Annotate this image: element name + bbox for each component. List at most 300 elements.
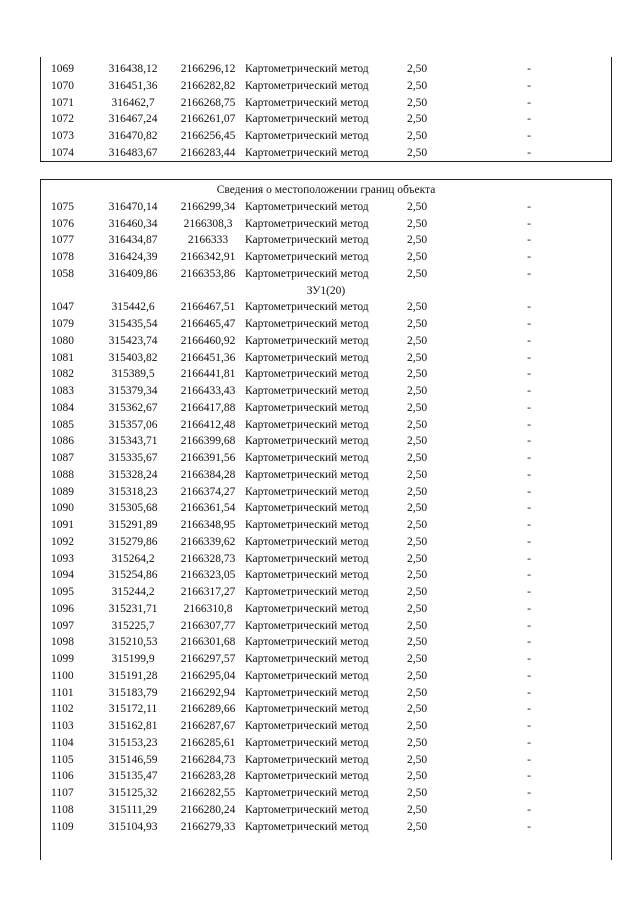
point-number: 1085 [51, 418, 74, 431]
precision-value: 2,50 [407, 586, 428, 598]
note-dash: - [527, 519, 531, 531]
precision-value: 2,50 [407, 351, 428, 364]
determination-method: Картометрический метод [245, 820, 369, 833]
precision-value: 2,50 [407, 619, 428, 632]
precision-value: 2,50 [407, 636, 428, 649]
coordinate-y: 2166256,45 [180, 130, 236, 142]
coordinate-x: 315244,2 [111, 586, 155, 598]
point-number: 1103 [51, 720, 74, 732]
table-row [41, 383, 611, 400]
point-number: 1096 [51, 602, 74, 615]
determination-method: Картометрический метод [245, 653, 369, 665]
determination-method: Картометрический метод [245, 736, 369, 749]
table-row [41, 145, 611, 162]
precision-value: 2,50 [407, 720, 428, 732]
coordinate-x: 316470,82 [108, 130, 158, 142]
note-dash: - [527, 351, 531, 364]
coordinate-y: 2166299,34 [180, 200, 236, 213]
point-number: 1102 [51, 703, 74, 716]
coordinate-y: 2166307,77 [180, 619, 236, 632]
precision-value: 2,50 [407, 653, 428, 665]
note-dash: - [527, 435, 531, 448]
note-dash: - [527, 318, 531, 330]
coordinate-x: 315231,71 [108, 602, 158, 615]
point-number: 1073 [51, 130, 74, 142]
table-row [41, 316, 611, 333]
table-row [41, 266, 611, 283]
note-dash: - [527, 602, 531, 615]
note-dash: - [527, 301, 531, 314]
note-dash: - [527, 770, 531, 783]
table-row [41, 199, 611, 216]
point-number: 1095 [51, 586, 74, 598]
point-number: 1100 [51, 669, 74, 682]
coordinate-y: 2166297,57 [180, 653, 236, 665]
coordinate-x: 315435,54 [108, 318, 158, 330]
coordinate-x: 315191,28 [108, 669, 158, 682]
determination-method: Картометрический метод [245, 686, 369, 699]
coordinate-y: 2166374,27 [180, 485, 236, 498]
determination-method: Картометрический метод [245, 334, 369, 347]
determination-method: Картометрический метод [245, 770, 369, 783]
coordinate-x: 315135,47 [108, 770, 158, 783]
table-row [41, 400, 611, 417]
table-row [41, 701, 611, 718]
coordinate-x: 315264,2 [111, 552, 155, 565]
coordinate-x: 315423,74 [108, 334, 158, 347]
determination-method: Картометрический метод [245, 146, 369, 159]
coordinate-y: 2166348,95 [180, 519, 236, 531]
coordinate-y: 2166284,73 [180, 753, 236, 766]
table-row [41, 618, 611, 635]
point-number: 1072 [51, 113, 74, 126]
precision-value: 2,50 [407, 401, 428, 414]
precision-value: 2,50 [407, 502, 428, 515]
table-row [41, 785, 611, 802]
coordinate-x: 315335,67 [108, 452, 158, 464]
table-row [41, 601, 611, 618]
determination-method: Картометрический метод [245, 569, 369, 582]
point-number: 1087 [51, 452, 74, 464]
coordinate-y: 2166441,81 [180, 368, 236, 381]
coordinate-x: 316424,39 [108, 251, 158, 263]
coordinate-x: 315279,86 [108, 535, 158, 548]
coordinate-y: 2166451,36 [180, 351, 236, 364]
coordinate-x: 315210,53 [108, 636, 158, 649]
coordinate-x: 316460,34 [108, 217, 158, 230]
precision-value: 2,50 [407, 753, 428, 766]
point-number: 1104 [51, 736, 74, 749]
coordinate-x: 315225,7 [111, 619, 155, 632]
point-number: 1093 [51, 552, 74, 565]
point-number: 1091 [51, 519, 74, 531]
table-row [41, 567, 611, 584]
precision-value: 2,50 [407, 703, 428, 716]
determination-method: Картометрический метод [245, 636, 369, 649]
determination-method: Картометрический метод [245, 720, 369, 732]
table-row [41, 232, 611, 249]
coordinate-x: 315305,68 [108, 502, 158, 515]
section-heading: Сведения о местоположении границ объекта [216, 184, 436, 196]
determination-method: Картометрический метод [245, 401, 369, 414]
note-dash: - [527, 130, 531, 142]
note-dash: - [527, 703, 531, 716]
coordinate-x: 315104,93 [108, 820, 158, 833]
note-dash: - [527, 267, 531, 280]
note-dash: - [527, 552, 531, 565]
note-dash: - [527, 146, 531, 159]
point-number: 1084 [51, 401, 74, 414]
table-row [41, 417, 611, 434]
determination-method: Картометрический метод [245, 79, 369, 92]
coordinate-x: 315153,23 [108, 736, 158, 749]
table-row [41, 433, 611, 450]
coordinate-y: 2166282,55 [180, 787, 236, 799]
point-number: 1092 [51, 535, 74, 548]
precision-value: 2,50 [407, 146, 428, 159]
coordinate-x: 315199,9 [111, 653, 155, 665]
table-row [41, 78, 611, 95]
table-body-bottom [41, 182, 611, 835]
precision-value: 2,50 [407, 301, 428, 314]
coordinate-y: 2166280,24 [180, 803, 236, 816]
note-dash: - [527, 535, 531, 548]
point-number: 1105 [51, 753, 74, 766]
determination-method: Картометрический метод [245, 753, 369, 766]
coordinate-x: 315403,82 [108, 351, 158, 364]
coordinate-x: 315291,89 [108, 519, 158, 531]
determination-method: Картометрический метод [245, 351, 369, 364]
coordinate-x: 316467,24 [108, 113, 158, 126]
note-dash: - [527, 452, 531, 464]
coordinate-x: 315362,67 [108, 401, 158, 414]
coordinate-y: 2166328,73 [180, 552, 236, 565]
precision-value: 2,50 [407, 385, 428, 397]
point-number: 1094 [51, 569, 74, 582]
precision-value: 2,50 [407, 130, 428, 142]
coordinate-y: 2166399,68 [180, 435, 236, 448]
point-number: 1047 [51, 301, 74, 314]
table-row [41, 517, 611, 534]
precision-value: 2,50 [407, 736, 428, 749]
precision-value: 2,50 [407, 234, 428, 247]
point-number: 1086 [51, 435, 74, 448]
precision-value: 2,50 [407, 552, 428, 565]
note-dash: - [527, 803, 531, 816]
coordinate-x: 316462,7 [111, 96, 155, 109]
coordinate-y: 2166308,3 [183, 217, 233, 230]
point-number: 1099 [51, 653, 74, 665]
precision-value: 2,50 [407, 770, 428, 783]
coordinate-y: 2166295,04 [180, 669, 236, 682]
note-dash: - [527, 217, 531, 230]
table-row [41, 768, 611, 785]
determination-method: Картометрический метод [245, 301, 369, 314]
coordinate-y: 2166465,47 [180, 318, 236, 330]
precision-value: 2,50 [407, 519, 428, 531]
coordinate-x: 315162,81 [108, 720, 158, 732]
precision-value: 2,50 [407, 569, 428, 582]
coordinate-x: 315318,23 [108, 485, 158, 498]
coordinate-x: 315183,79 [108, 686, 158, 699]
determination-method: Картометрический метод [245, 552, 369, 565]
coordinate-x: 315254,86 [108, 569, 158, 582]
determination-method: Картометрический метод [245, 669, 369, 682]
precision-value: 2,50 [407, 669, 428, 682]
table-body-top [41, 61, 611, 162]
point-number: 1070 [51, 79, 74, 92]
note-dash: - [527, 787, 531, 799]
note-dash: - [527, 468, 531, 481]
section-heading: ЗУ1(20) [306, 284, 346, 297]
determination-method: Картометрический метод [245, 586, 369, 598]
determination-method: Картометрический метод [245, 787, 369, 799]
table-row [41, 299, 611, 316]
table-row [41, 484, 611, 501]
determination-method: Картометрический метод [245, 267, 369, 280]
point-number: 1108 [51, 803, 74, 816]
table-row [41, 128, 611, 145]
table-row [41, 735, 611, 752]
coordinate-y: 2166287,67 [180, 720, 236, 732]
precision-value: 2,50 [407, 113, 428, 126]
determination-method: Картометрический метод [245, 217, 369, 230]
coordinate-y: 2166361,54 [180, 502, 236, 515]
table-row [41, 366, 611, 383]
point-number: 1079 [51, 318, 74, 330]
point-number: 1090 [51, 502, 74, 515]
point-number: 1081 [51, 351, 74, 364]
point-number: 1089 [51, 485, 74, 498]
coordinate-x: 315442,6 [111, 301, 155, 314]
coordinate-y: 2166323,05 [180, 569, 236, 582]
coordinate-y: 2166292,94 [180, 686, 236, 699]
table-row [41, 467, 611, 484]
coordinate-y: 2166285,61 [180, 736, 236, 749]
note-dash: - [527, 251, 531, 263]
determination-method: Картометрический метод [245, 703, 369, 716]
precision-value: 2,50 [407, 485, 428, 498]
coordinate-x: 315125,32 [108, 787, 158, 799]
coordinate-x: 315343,71 [108, 435, 158, 448]
precision-value: 2,50 [407, 452, 428, 464]
point-number: 1082 [51, 368, 74, 381]
note-dash: - [527, 569, 531, 582]
determination-method: Картометрический метод [245, 200, 369, 213]
coordinate-y: 2166353,86 [180, 267, 236, 280]
table-row [41, 634, 611, 651]
note-dash: - [527, 820, 531, 833]
determination-method: Картометрический метод [245, 452, 369, 464]
coordinate-y: 2166467,51 [180, 301, 236, 314]
note-dash: - [527, 79, 531, 92]
table-row [41, 668, 611, 685]
note-dash: - [527, 502, 531, 515]
table-row [41, 718, 611, 735]
note-dash: - [527, 113, 531, 126]
coordinate-y: 2166317,27 [180, 586, 236, 598]
precision-value: 2,50 [407, 535, 428, 548]
coordinate-y: 2166391,56 [180, 452, 236, 464]
coordinate-y: 2166412,48 [180, 418, 236, 431]
determination-method: Картометрический метод [245, 602, 369, 615]
precision-value: 2,50 [407, 602, 428, 615]
coordinate-x: 316470,14 [108, 200, 158, 213]
coordinate-x: 316434,87 [108, 234, 158, 247]
note-dash: - [527, 63, 531, 75]
coordinate-x: 315379,34 [108, 385, 158, 397]
note-dash: - [527, 334, 531, 347]
coordinate-x: 315389,5 [111, 368, 155, 381]
table-row [41, 216, 611, 233]
table-row [41, 534, 611, 551]
point-number: 1088 [51, 468, 74, 481]
table-row [41, 685, 611, 702]
precision-value: 2,50 [407, 418, 428, 431]
table-row [41, 333, 611, 350]
precision-value: 2,50 [407, 686, 428, 699]
point-number: 1101 [51, 686, 74, 699]
determination-method: Картометрический метод [245, 96, 369, 109]
coordinate-x: 315357,06 [108, 418, 158, 431]
precision-value: 2,50 [407, 468, 428, 481]
note-dash: - [527, 736, 531, 749]
coordinate-x: 316438,12 [108, 63, 158, 75]
precision-value: 2,50 [407, 820, 428, 833]
determination-method: Картометрический метод [245, 519, 369, 531]
coordinate-x: 315328,24 [108, 468, 158, 481]
note-dash: - [527, 720, 531, 732]
table-row [41, 450, 611, 467]
table-row [41, 819, 611, 836]
coordinate-x: 316451,36 [108, 79, 158, 92]
determination-method: Картометрический метод [245, 130, 369, 142]
table-row [41, 95, 611, 112]
determination-method: Картометрический метод [245, 502, 369, 515]
point-number: 1107 [51, 787, 74, 799]
point-number: 1097 [51, 619, 74, 632]
point-number: 1083 [51, 385, 74, 397]
note-dash: - [527, 636, 531, 649]
coordinate-x: 315146,59 [108, 753, 158, 766]
point-number: 1077 [51, 234, 74, 247]
note-dash: - [527, 619, 531, 632]
note-dash: - [527, 485, 531, 498]
table-row [41, 61, 611, 78]
determination-method: Картометрический метод [245, 435, 369, 448]
coordinate-y: 2166339,62 [180, 535, 236, 548]
precision-value: 2,50 [407, 251, 428, 263]
coordinate-y: 2166384,28 [180, 468, 236, 481]
determination-method: Картометрический метод [245, 385, 369, 397]
note-dash: - [527, 200, 531, 213]
coordinate-y: 2166301,68 [180, 636, 236, 649]
precision-value: 2,50 [407, 96, 428, 109]
coordinate-x: 316483,67 [108, 146, 158, 159]
determination-method: Картометрический метод [245, 468, 369, 481]
precision-value: 2,50 [407, 787, 428, 799]
table-row [41, 551, 611, 568]
determination-method: Картометрический метод [245, 535, 369, 548]
precision-value: 2,50 [407, 803, 428, 816]
determination-method: Картометрический метод [245, 63, 369, 75]
note-dash: - [527, 686, 531, 699]
point-number: 1106 [51, 770, 74, 783]
table-row [41, 249, 611, 266]
table-row [41, 752, 611, 769]
precision-value: 2,50 [407, 368, 428, 381]
point-number: 1098 [51, 636, 74, 649]
point-number: 1076 [51, 217, 74, 230]
table-row [41, 651, 611, 668]
table-row [41, 802, 611, 819]
determination-method: Картометрический метод [245, 803, 369, 816]
determination-method: Картометрический метод [245, 418, 369, 431]
determination-method: Картометрический метод [245, 368, 369, 381]
coordinates-table-bottom [40, 179, 612, 860]
coordinate-y: 2166283,44 [180, 146, 236, 159]
note-dash: - [527, 385, 531, 397]
coordinate-y: 2166333 [187, 234, 229, 247]
note-dash: - [527, 401, 531, 414]
note-dash: - [527, 586, 531, 598]
precision-value: 2,50 [407, 63, 428, 75]
point-number: 1075 [51, 200, 74, 213]
coordinate-y: 2166460,92 [180, 334, 236, 347]
precision-value: 2,50 [407, 217, 428, 230]
coordinate-y: 2166296,12 [180, 63, 236, 75]
determination-method: Картометрический метод [245, 485, 369, 498]
table-row [41, 111, 611, 128]
note-dash: - [527, 669, 531, 682]
note-dash: - [527, 368, 531, 381]
table-row [41, 500, 611, 517]
point-number: 1078 [51, 251, 74, 263]
precision-value: 2,50 [407, 267, 428, 280]
point-number: 1058 [51, 267, 74, 280]
coordinate-x: 315111,29 [108, 803, 158, 816]
precision-value: 2,50 [407, 79, 428, 92]
determination-method: Картометрический метод [245, 234, 369, 247]
coordinate-y: 2166268,75 [180, 96, 236, 109]
note-dash: - [527, 418, 531, 431]
coordinate-y: 2166310,8 [183, 602, 233, 615]
table-row [41, 350, 611, 367]
precision-value: 2,50 [407, 334, 428, 347]
coordinate-y: 2166283,28 [180, 770, 236, 783]
note-dash: - [527, 96, 531, 109]
coordinates-table-top [40, 57, 612, 162]
table-row [41, 584, 611, 601]
coordinate-x: 316409,86 [108, 267, 158, 280]
determination-method: Картометрический метод [245, 113, 369, 126]
precision-value: 2,50 [407, 435, 428, 448]
precision-value: 2,50 [407, 200, 428, 213]
coordinate-y: 2166261,07 [180, 113, 236, 126]
coordinate-y: 2166433,43 [180, 385, 236, 397]
note-dash: - [527, 753, 531, 766]
coordinate-x: 315172,11 [108, 703, 158, 716]
note-dash: - [527, 653, 531, 665]
point-number: 1069 [51, 63, 74, 75]
coordinate-y: 2166417,88 [180, 401, 236, 414]
determination-method: Картометрический метод [245, 318, 369, 330]
point-number: 1074 [51, 146, 74, 159]
point-number: 1071 [51, 96, 74, 109]
note-dash: - [527, 234, 531, 247]
determination-method: Картометрический метод [245, 251, 369, 263]
point-number: 1109 [51, 820, 74, 833]
